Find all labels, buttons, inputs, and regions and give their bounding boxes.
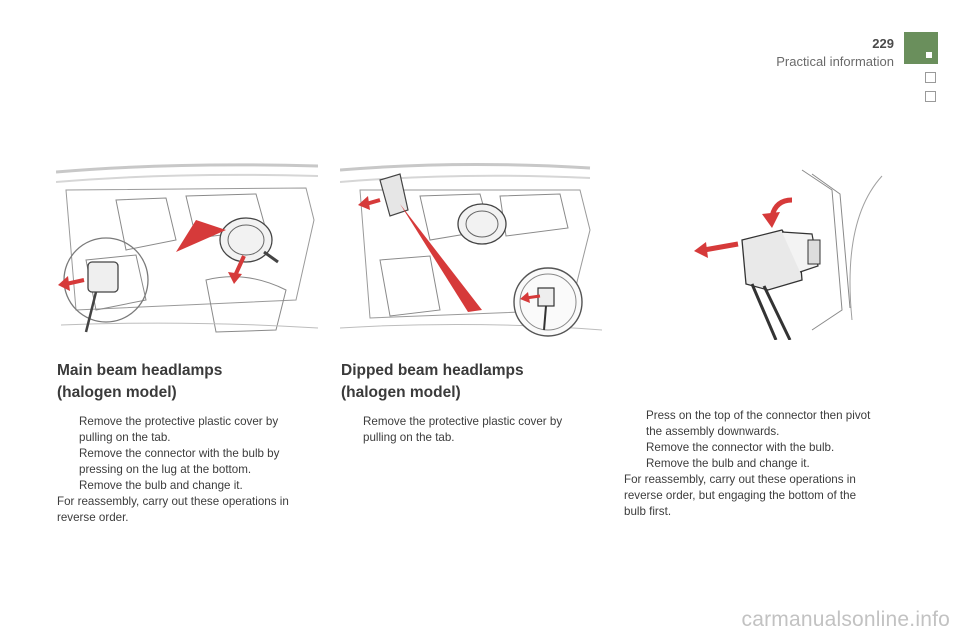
list-item [341,414,593,446]
list-item [57,414,309,446]
page-number: 229 [872,36,894,51]
section-tab-active [904,32,938,64]
step-text: Remove the bulb and change it. [79,479,243,492]
reassembly-note: For reassembly, carry out these operations in reverse order. [57,495,289,524]
step-text: Remove the connector with the bulb by pressing on the lug at the bottom. [79,447,280,476]
connector-pivot-drawing [672,160,887,340]
step-text: Remove the protective plastic cover by pulling on the tab. [363,415,563,444]
red-pointer-shape [176,220,226,252]
list-item [624,456,876,472]
section-main-beam [57,360,309,526]
section-heading [341,360,593,404]
headlamp-main-beam-drawing [56,160,318,340]
step-text: Remove the bulb and change it. [646,457,810,470]
tab-marker-icon [926,52,932,58]
section-connector [624,408,876,520]
illustration-connector [672,160,887,340]
heading-line-1: Dipped beam headlamps [341,362,524,379]
steps-list [57,414,309,494]
section-dipped-beam [341,360,593,446]
section-heading [57,360,309,404]
list-item [57,446,309,478]
reassembly-note: For reassembly, carry out these operations in reverse order, but engaging the bottom of the bulb first. [624,473,857,518]
illustration-main-beam [56,160,318,340]
section-tab-empty-1 [925,72,936,83]
list-item [624,408,876,440]
steps-list [341,414,593,446]
heading-line-1: Main beam headlamps [57,362,223,379]
headlamp-dipped-beam-drawing [340,160,602,340]
list-item [57,478,309,494]
steps-list [624,408,876,472]
section-title: Practical information [776,54,894,69]
step-text: Press on the top of the connector then pivot the assembly downwards. [646,409,871,438]
section-tab-empty-2 [925,91,936,102]
heading-line-2: (halogen model) [57,384,177,401]
step-text: Remove the connector with the bulb. [646,441,835,454]
list-item [624,440,876,456]
illustration-dipped-beam [340,160,602,340]
heading-line-2: (halogen model) [341,384,461,401]
arrow-left-icon [704,244,738,250]
step-text: Remove the protective plastic cover by pulling on the tab. [79,415,279,444]
watermark: carmanualsonline.info [741,608,950,631]
